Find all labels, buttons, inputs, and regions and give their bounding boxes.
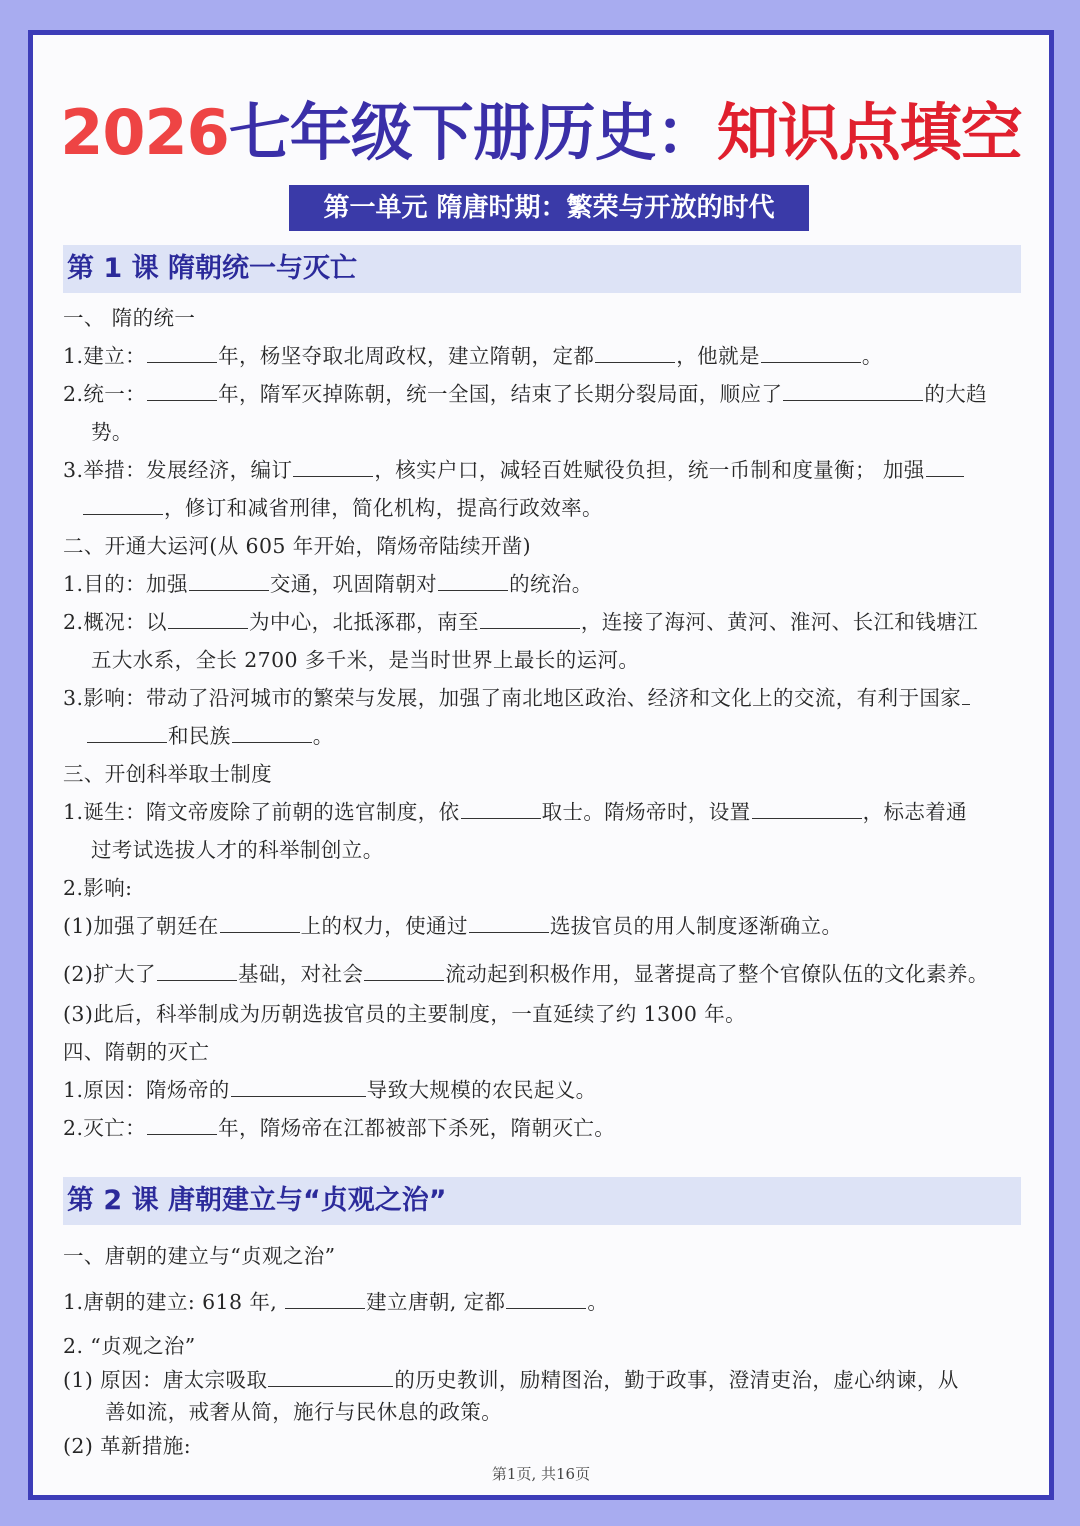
fill-line: 1.建立： 年，杨坚夺取北周政权，建立隋朝，定都 ，他就是 。 [63, 341, 1023, 371]
section-heading: 四、隋朝的灭亡 [63, 1040, 210, 1064]
lesson-1-title: 第 1 课 隋朝统一与灭亡 [63, 245, 1021, 293]
blank-field[interactable] [147, 341, 217, 363]
fill-line-cont: 和民族 。 [63, 721, 1023, 751]
section-heading: 一、唐朝的建立与“贞观之治” [63, 1244, 336, 1268]
blank-field[interactable] [147, 379, 217, 401]
worksheet-page [28, 30, 1054, 1500]
fill-line: 1.唐朝的建立: 618 年, 建立唐朝, 定都 。 [63, 1287, 1023, 1317]
blank-field[interactable] [438, 569, 508, 591]
blank-field[interactable] [752, 797, 862, 819]
blank-field[interactable] [783, 379, 923, 401]
fill-line: 1.原因：隋炀帝的 导致大规模的农民起义。 [63, 1075, 1023, 1105]
fill-line-cont: 势。 [91, 420, 133, 444]
blank-field[interactable] [231, 1075, 366, 1097]
blank-field[interactable] [761, 341, 861, 363]
title-year: 2026 [60, 96, 229, 169]
fill-line: (1)加强了朝廷在 上的权力，使通过 选拔官员的用人制度逐渐确立。 [63, 911, 1023, 941]
fill-line: 2.影响: [63, 876, 133, 900]
unit-banner: 第一单元 隋唐时期：繁荣与开放的时代 [289, 185, 809, 231]
section-heading: 二、开通大运河(从 605 年开始，隋炀帝陆续开凿) [63, 534, 532, 558]
fill-line: 2.统一： 年，隋军灭掉陈朝，统一全国，结束了长期分裂局面，顺应了 的大趋 [63, 379, 1023, 409]
fill-line: 3.影响：带动了沿河城市的繁荣与发展，加强了南北地区政治、经济和文化上的交流，有利于国家 [63, 683, 1023, 713]
blank-field[interactable] [926, 455, 964, 477]
fill-line-cont: ，修订和减省刑律，简化机构，提高行政效率。 [63, 493, 1023, 523]
blank-field[interactable] [293, 455, 373, 477]
blank-field[interactable] [962, 683, 970, 705]
fill-line: 2. “贞观之治” [63, 1334, 196, 1358]
fill-line: 1.目的：加强 交通，巩固隋朝对 的统治。 [63, 569, 1023, 599]
page-number: 第1页, 共16页 [491, 1465, 591, 1483]
blank-field[interactable] [220, 911, 300, 933]
blank-field[interactable] [461, 797, 541, 819]
blank-field[interactable] [480, 607, 580, 629]
fill-line: (1) 原因：唐太宗吸取 的历史教训，励精图治，勤于政事，澄清吏治，虚心纳谏，从 [63, 1365, 1023, 1395]
section-heading: 一、 隋的统一 [63, 306, 196, 330]
blank-field[interactable] [232, 721, 312, 743]
blank-field[interactable] [87, 721, 167, 743]
blank-field[interactable] [268, 1365, 393, 1387]
fill-line-cont: 五大水系，全长 2700 多千米，是当时世界上最长的运河。 [91, 648, 640, 672]
fill-line: 2.灭亡： 年，隋炀帝在江都被部下杀死，隋朝灭亡。 [63, 1113, 1023, 1143]
fill-line-cont: 善如流，戒奢从简，施行与民休息的政策。 [105, 1400, 503, 1424]
lesson-2-title: 第 2 课 唐朝建立与“贞观之治” [63, 1177, 1021, 1225]
fill-line: 1.诞生：隋文帝废除了前朝的选官制度，依 取士。隋炀帝时，设置 ，标志着通 [63, 797, 1023, 827]
fill-line: (2)扩大了 基础，对社会 流动起到积极作用，显著提高了整个官僚队伍的文化素养。 [63, 959, 1023, 989]
blank-field[interactable] [168, 607, 248, 629]
fill-line: 2.概况：以 为中心，北抵涿郡，南至 ，连接了海河、黄河、淮河、长江和钱塘江 [63, 607, 1023, 637]
blank-field[interactable] [285, 1287, 365, 1309]
section-heading: 三、开创科举取士制度 [63, 762, 272, 786]
fill-line: 3.举措：发展经济，编订 ，核实户口，减轻百姓赋役负担，统一币制和度量衡； 加强 [63, 455, 1023, 485]
blank-field[interactable] [83, 493, 163, 515]
blank-field[interactable] [364, 959, 444, 981]
fill-line: (2) 革新措施: [63, 1434, 192, 1458]
blank-field[interactable] [595, 341, 675, 363]
title-subject: 七年级下册历史： [228, 96, 717, 169]
blank-field[interactable] [506, 1287, 586, 1309]
blank-field[interactable] [189, 569, 269, 591]
blank-field[interactable] [469, 911, 549, 933]
blank-field[interactable] [157, 959, 237, 981]
page-title [33, 83, 1049, 172]
fill-line: (3)此后，科举制成为历朝选拔官员的主要制度，一直延续了约 1300 年。 [63, 1002, 747, 1026]
fill-line-cont: 过考试选拔人才的科举制创立。 [91, 838, 384, 862]
title-highlight: 知识点填空 [716, 96, 1022, 169]
blank-field[interactable] [147, 1113, 217, 1135]
